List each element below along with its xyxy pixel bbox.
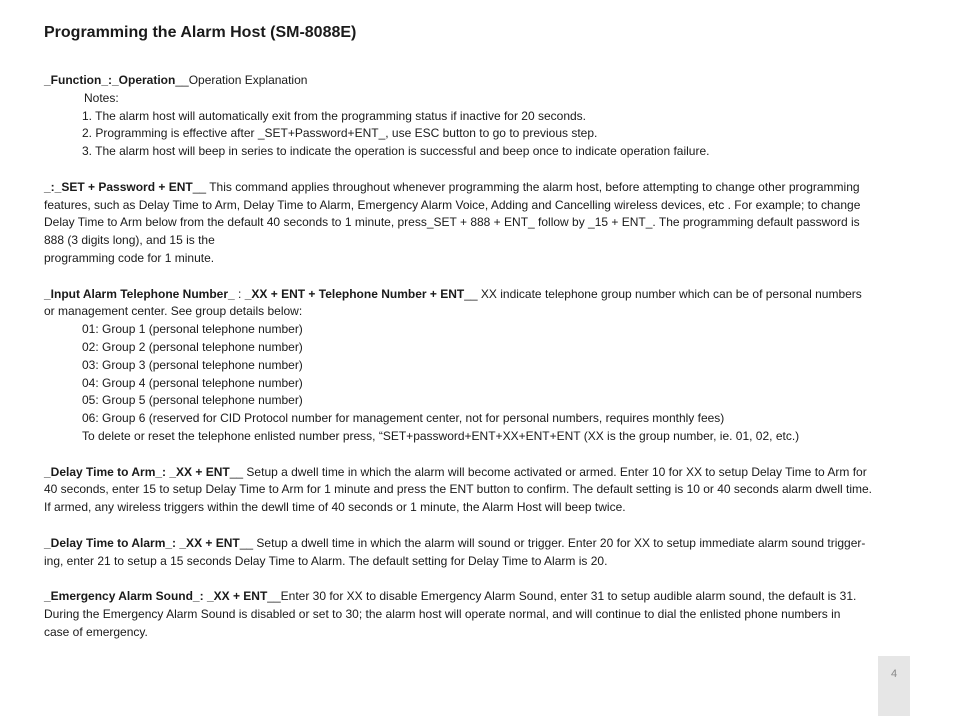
command-label: _Emergency Alarm Sound_: _XX + ENT [44, 589, 268, 604]
group-item: 05: Group 5 (personal telephone number) [82, 393, 303, 408]
paragraph-line [44, 588, 914, 606]
group-item: 03: Group 3 (personal telephone number) [82, 357, 303, 372]
command-label: _Delay Time to Arm_: _XX + ENT [44, 464, 230, 479]
paragraph-line: During the Emergency Alarm Sound is disabled or set to 30; the alarm host will operate normal, and will continue to dial the enlisted phone numbers in [44, 606, 841, 621]
group-item: 02: Group 2 (personal telephone number) [82, 339, 303, 354]
paragraph-line [44, 286, 914, 304]
paragraph-line [44, 179, 914, 197]
delay-alarm-section [44, 535, 914, 571]
paragraph-line [44, 535, 914, 553]
page-title: Programming the Alarm Host (SM-8088E) [44, 24, 357, 41]
group-item: 01: Group 1 (personal telephone number) [82, 322, 303, 337]
note-item: 3. The alarm host will beep in series to indicate the operation is successful and beep once to indicate operation failure. [82, 144, 710, 159]
group-item: 06: Group 6 (reserved for CID Protocol number for management center, not for personal numbers, requires monthly fees) [82, 411, 725, 426]
paragraph-text: __ This command applies throughout whenever programming the alarm host, before attempting to change other programming [192, 179, 860, 194]
column-header-line [44, 72, 914, 90]
paragraph-text: __Enter 30 for XX to disable Emergency Alarm Sound, enter 31 to setup audible alarm sound, the default is 31. [267, 589, 857, 604]
delay-arm-section [44, 464, 914, 517]
command-label: _Delay Time to Alarm_: _XX + ENT [44, 535, 240, 550]
page-number: 4 [890, 668, 898, 680]
note-item: 2. Programming is effective after _SET+Password+ENT_, use ESC button to go to previous step. [82, 126, 598, 141]
manual-page [44, 22, 914, 659]
paragraph-line: or management center. See group details below: [44, 304, 303, 319]
paragraph-text: __ XX indicate telephone group number which can be of personal numbers [464, 286, 862, 301]
paragraph-line: Delay Time to Arm below from the default 40 seconds to 1 minute, press_SET + 888 + ENT_ follow by _15 + ENT_. The programming default password is [44, 215, 860, 230]
page-number-tab [878, 656, 910, 716]
emergency-sound-section [44, 588, 914, 641]
notes-label: Notes: [84, 90, 119, 105]
paragraph-text: __ Setup a dwell time in which the alarm will become activated or armed. Enter 10 for XX to setup Delay Time to Arm for [229, 464, 867, 479]
function-operation-section [44, 72, 914, 161]
note-item: 1. The alarm host will automatically exit from the programming status if inactive for 20 seconds. [82, 108, 586, 123]
paragraph-line: If armed, any wireless triggers within the dewll time of 40 seconds or 1 minute, the Alarm Host will beep twice. [44, 500, 626, 515]
command-label: _Input Alarm Telephone Number_ [44, 286, 235, 301]
delete-instruction: To delete or reset the telephone enlisted number press, “SET+password+ENT+XX+ENT+ENT (XX is the group number, ie. 01, 02, etc.) [82, 428, 800, 443]
paragraph-line: features, such as Delay Time to Arm, Delay Time to Alarm, Emergency Alarm Voice, Adding and Cancelling wireless devices, etc . For example; to change [44, 197, 861, 212]
column-header-text: __Operation Explanation [175, 73, 308, 87]
telephone-section [44, 286, 914, 446]
paragraph-line: programming code for 1 minute. [44, 250, 215, 265]
paragraph-line: ing, enter 21 to setup a 15 seconds Delay Time to Alarm. The default setting for Delay Time to Alarm is 20. [44, 553, 608, 568]
separator-text: : [234, 286, 245, 301]
column-header-bold: _Function_:_Operation [44, 73, 176, 87]
group-item: 04: Group 4 (personal telephone number) [82, 375, 303, 390]
paragraph-line: case of emergency. [44, 624, 148, 639]
command-label: _XX + ENT + Telephone Number + ENT [244, 286, 465, 301]
paragraph-line: 888 (3 digits long), and 15 is the [44, 233, 215, 248]
paragraph-text: __ Setup a dwell time in which the alarm will sound or trigger. Enter 20 for XX to setup immediate alarm sound trigger- [239, 535, 866, 550]
paragraph-line [44, 464, 914, 482]
command-label: _:_SET + Password + ENT [44, 179, 193, 194]
set-password-section [44, 179, 914, 268]
paragraph-line: 40 seconds, enter 15 to setup Delay Time to Arm for 1 minute and press the ENT button to confirm. The default setting is 10 or 40 seconds alarm dwell time. [44, 482, 872, 497]
